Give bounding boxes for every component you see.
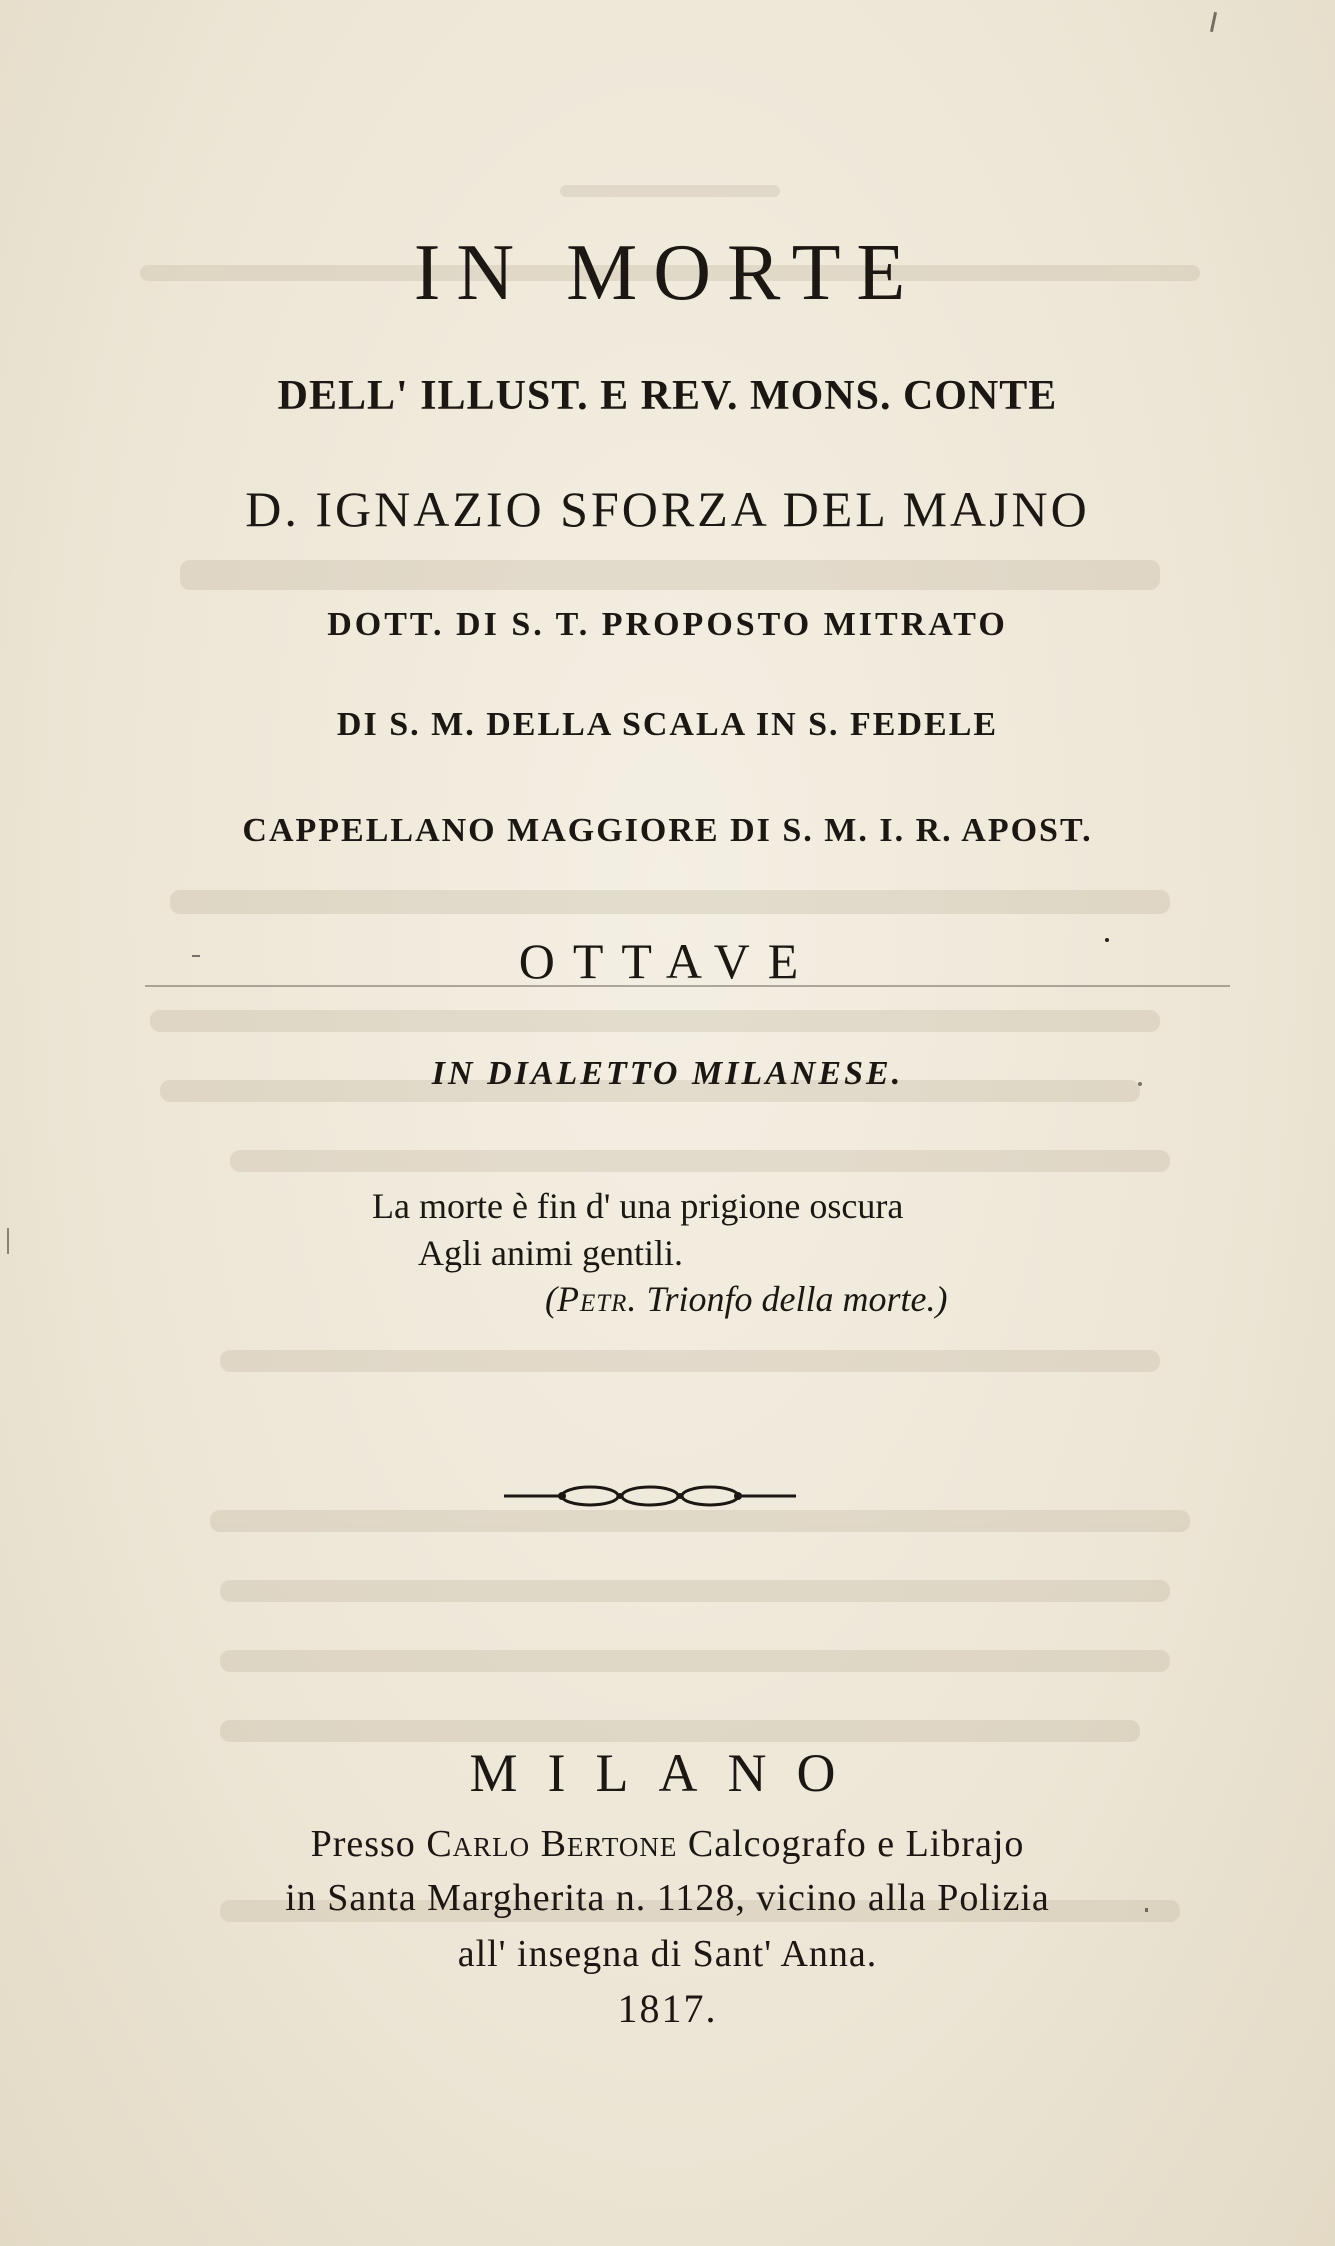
epigraph-line-1: La morte è fin d' una prigione oscura — [372, 1186, 904, 1226]
subject-line-1: DELL' ILLUST. E REV. MONS. CONTE — [277, 373, 1058, 419]
imprint-city: MILANO — [469, 1743, 866, 1803]
genre-heading: OTTAVE — [518, 933, 817, 989]
epigraph-line-2: Agli animi gentili. — [418, 1233, 683, 1273]
subject-line-2: D. IGNAZIO SFORZA DEL MAJNO — [245, 481, 1090, 537]
speck — [1105, 938, 1109, 942]
language-note: IN DIALETTO MILANESE. — [431, 1055, 904, 1092]
epigraph-work: Trionfo della morte. — [646, 1279, 936, 1319]
subject-line-3: DOTT. DI S. T. PROPOSTO MITRATO — [327, 606, 1008, 643]
speck — [192, 955, 200, 957]
epigraph-attribution: (Petr. Trionfo della morte.) — [545, 1279, 948, 1319]
speck — [7, 1228, 9, 1254]
imprint-line-2: in Santa Margherita n. 1128, vicino alla Polizia — [285, 1877, 1050, 1919]
subject-line-5: CAPPELLANO MAGGIORE DI S. M. I. R. APOST. — [242, 812, 1093, 849]
imprint-line-3: all' insegna di Sant' Anna. — [457, 1933, 878, 1975]
subject-line-4: DI S. M. DELLA SCALA IN S. FEDELE — [336, 706, 999, 743]
imprint-printer: Carlo Bertone — [426, 1823, 678, 1865]
book-title: IN MORTE — [413, 229, 922, 317]
ornament-rule — [500, 1478, 800, 1514]
speck — [1145, 1908, 1148, 1912]
imprint-suffix: Calcografo e Librajo — [677, 1823, 1025, 1865]
speck — [1138, 1082, 1142, 1086]
imprint-line-1 — [0, 1822, 1335, 1866]
imprint-year: 1817. — [617, 1986, 718, 2031]
speck — [1210, 12, 1217, 32]
divider-rule — [145, 985, 1230, 987]
epigraph-author: Petr. — [557, 1279, 638, 1319]
imprint-prefix: Presso — [310, 1823, 427, 1865]
